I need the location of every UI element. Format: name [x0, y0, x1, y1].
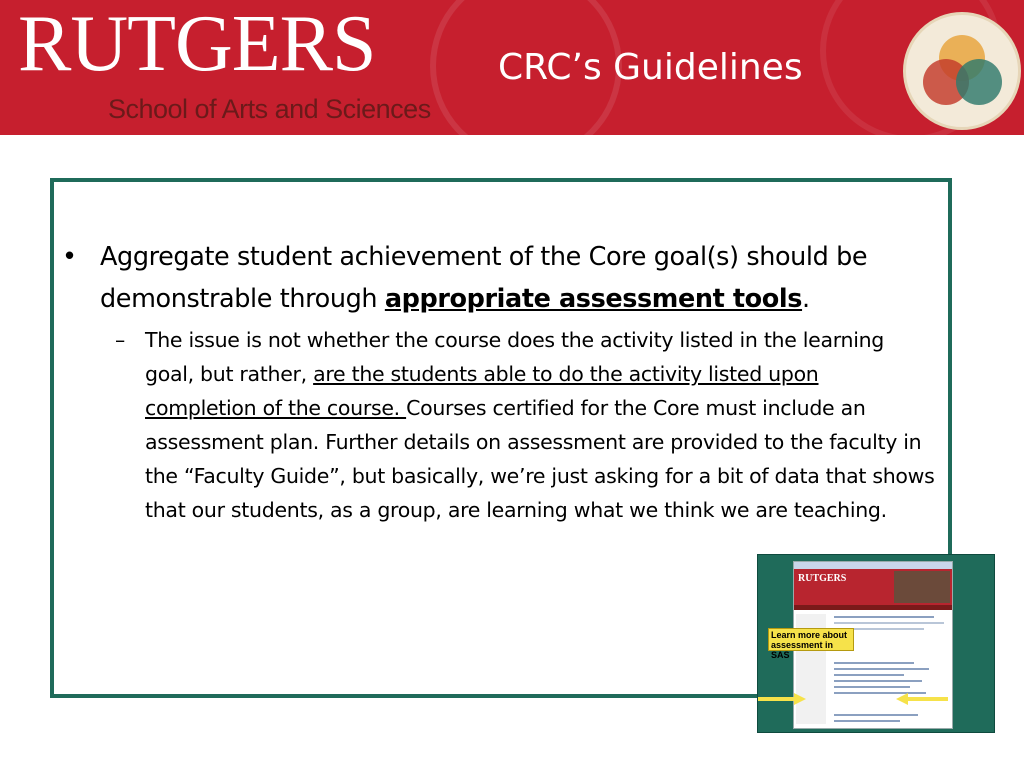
website-screenshot: [757, 554, 995, 733]
text-line: [834, 616, 934, 618]
bullet-text-segment: The issue is not whether the course does the activity listed in the learning goal, but rather,: [145, 328, 885, 386]
slide-title: CRC’s Guidelines: [498, 47, 803, 88]
callout-label: Learn more about assessment in SAS: [768, 628, 854, 651]
text-line: [834, 668, 929, 670]
text-line: [834, 662, 914, 664]
text-line: [834, 714, 918, 716]
bullet-text-segment: Courses certified for the Core must include an assessment plan. Further details on assessment are provided to the faculty in the “Faculty Guide”, but basically, we’re just asking for a bit of data that shows that our students, as a group, are learning what we think we are teaching.: [145, 396, 935, 522]
core-curriculum-seal: [903, 12, 1021, 130]
site-header-photo: [894, 571, 950, 603]
arrow-right-icon: [758, 697, 794, 701]
venn-circle: [956, 59, 1002, 105]
bullet-text: [145, 323, 935, 527]
bullet-marker: –: [115, 328, 125, 352]
school-name: School of Arts and Sciences: [108, 94, 431, 124]
text-line: [834, 622, 944, 624]
text-line: [834, 674, 904, 676]
text-line: [834, 692, 926, 694]
bullet-text-segment: Aggregate student achievement of the Core goal(s) should be demonstrable through: [100, 242, 868, 314]
browser-toolbar: [794, 562, 952, 569]
arrow-left-icon: [896, 693, 908, 705]
emphasis-text: appropriate assessment tools: [384, 284, 803, 314]
bullet-text-segment: .: [802, 284, 810, 314]
site-nav-bar: [794, 605, 952, 610]
bullet-text: [100, 236, 940, 320]
underlined-text: are the students able to do the activity listed upon completion of the course.: [145, 362, 819, 420]
text-line: [834, 686, 910, 688]
bullet-marker: •: [62, 242, 77, 272]
arrow-right-icon: [794, 693, 806, 705]
text-line: [834, 680, 922, 682]
rutgers-logo: RUTGERS: [18, 0, 376, 88]
arrow-left-icon: [908, 697, 948, 701]
text-line: [834, 720, 900, 722]
site-logo: RUTGERS: [798, 573, 847, 584]
header-banner: [0, 0, 1024, 135]
